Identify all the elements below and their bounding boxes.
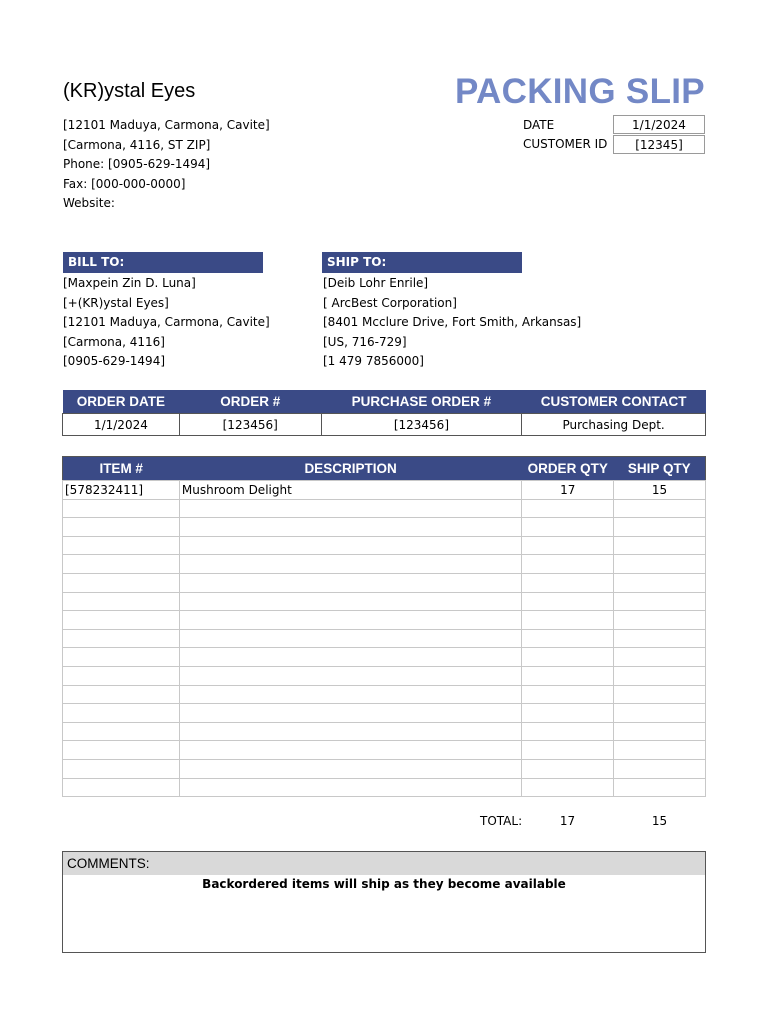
order-qty-cell[interactable] xyxy=(522,499,614,518)
ship-qty-cell[interactable] xyxy=(614,778,706,797)
purchase-order-cell[interactable]: [123456] xyxy=(321,414,522,436)
table-row xyxy=(63,666,706,685)
address-line: [Carmona, 4116, ST ZIP] xyxy=(63,137,211,152)
item-number-cell[interactable] xyxy=(63,611,180,630)
bill-to-line[interactable]: [12101 Maduya, Carmona, Cavite] xyxy=(63,315,270,329)
date-label: DATE xyxy=(523,118,555,132)
customer-contact-header: CUSTOMER CONTACT xyxy=(522,390,706,414)
purchase-order-header: PURCHASE ORDER # xyxy=(321,390,522,414)
description-cell[interactable] xyxy=(179,573,521,592)
comments-header: COMMENTS: xyxy=(63,852,705,875)
total-ship-qty: 15 xyxy=(651,814,668,828)
ship-to-line[interactable]: [ ArcBest Corporation] xyxy=(323,295,457,310)
item-number-cell[interactable] xyxy=(63,573,180,592)
comments-text[interactable]: Backordered items will ship as they become available xyxy=(202,877,566,891)
order-qty-cell[interactable] xyxy=(522,741,614,760)
ship-qty-cell[interactable] xyxy=(614,555,706,574)
table-row xyxy=(63,722,706,741)
bill-to-line[interactable]: [+(KR)ystal Eyes] xyxy=(63,295,169,310)
item-number-cell[interactable] xyxy=(63,685,180,704)
ship-qty-cell[interactable] xyxy=(614,722,706,741)
table-row xyxy=(63,573,706,592)
ship-qty-header: SHIP QTY xyxy=(614,457,706,481)
order-number-cell[interactable]: [123456] xyxy=(179,414,321,436)
ship-to-line[interactable]: [8401 Mcclure Drive, Fort Smith, Arkansas] xyxy=(323,315,582,329)
order-info-row xyxy=(63,414,706,436)
item-number-cell[interactable] xyxy=(63,518,180,537)
order-qty-cell[interactable] xyxy=(522,759,614,778)
description-cell[interactable] xyxy=(179,611,521,630)
ship-qty-cell[interactable] xyxy=(614,629,706,648)
item-number-cell[interactable] xyxy=(63,648,180,667)
bill-to-header: BILL TO: xyxy=(63,252,263,273)
item-number-cell[interactable] xyxy=(63,741,180,760)
table-row xyxy=(63,611,706,630)
order-qty-cell[interactable] xyxy=(522,518,614,537)
description-cell[interactable] xyxy=(179,629,521,648)
ship-qty-cell[interactable] xyxy=(614,741,706,760)
company-address xyxy=(63,116,270,214)
ship-qty-cell[interactable] xyxy=(614,704,706,723)
table-row xyxy=(63,499,706,518)
customer-id-label: CUSTOMER ID xyxy=(523,137,608,151)
description-cell[interactable] xyxy=(179,666,521,685)
ship-to-block xyxy=(323,274,581,372)
order-qty-cell[interactable] xyxy=(522,648,614,667)
order-qty-cell[interactable] xyxy=(522,592,614,611)
order-qty-cell[interactable] xyxy=(522,573,614,592)
ship-qty-cell[interactable]: 15 xyxy=(614,481,706,500)
description-cell[interactable] xyxy=(179,759,521,778)
table-row xyxy=(63,518,706,537)
order-date-header: ORDER DATE xyxy=(63,390,180,414)
ship-qty-cell[interactable] xyxy=(614,573,706,592)
total-order-qty: 17 xyxy=(559,814,576,828)
order-qty-cell[interactable] xyxy=(522,666,614,685)
order-info-header-row xyxy=(63,390,706,414)
order-qty-header: ORDER QTY xyxy=(522,457,614,481)
table-row xyxy=(63,741,706,760)
description-cell[interactable] xyxy=(179,685,521,704)
description-cell[interactable] xyxy=(179,704,521,723)
bill-to-block xyxy=(63,274,270,372)
item-number-cell[interactable] xyxy=(63,778,180,797)
ship-qty-cell[interactable] xyxy=(614,611,706,630)
table-row xyxy=(63,555,706,574)
ship-to-header: SHIP TO: xyxy=(322,252,522,273)
item-number-cell[interactable] xyxy=(63,759,180,778)
items-table xyxy=(62,456,706,797)
website-line: Website: xyxy=(63,196,115,210)
order-qty-cell[interactable] xyxy=(522,778,614,797)
ship-qty-cell[interactable] xyxy=(614,666,706,685)
description-cell[interactable] xyxy=(179,592,521,611)
table-row xyxy=(63,778,706,797)
company-name: (KR)ystal Eyes xyxy=(63,80,196,102)
table-row xyxy=(63,629,706,648)
description-cell[interactable] xyxy=(179,536,521,555)
address-line: [12101 Maduya, Carmona, Cavite] xyxy=(63,118,270,132)
order-info-table xyxy=(62,390,706,436)
item-number-cell[interactable] xyxy=(63,629,180,648)
bill-to-line[interactable]: [Maxpein Zin D. Luna] xyxy=(63,276,196,290)
description-cell[interactable] xyxy=(179,722,521,741)
ship-qty-cell[interactable] xyxy=(614,592,706,611)
table-row xyxy=(63,759,706,778)
item-number-cell[interactable] xyxy=(63,704,180,723)
order-qty-cell[interactable] xyxy=(522,722,614,741)
item-number-header: ITEM # xyxy=(63,457,180,481)
description-header: DESCRIPTION xyxy=(179,457,521,481)
document-title: PACKING SLIP xyxy=(455,72,705,111)
ship-qty-cell[interactable] xyxy=(614,518,706,537)
comments-box xyxy=(62,851,706,953)
ship-qty-cell[interactable] xyxy=(614,759,706,778)
fax-line: Fax: [000-000-0000] xyxy=(63,176,186,191)
table-row xyxy=(63,685,706,704)
order-qty-cell[interactable] xyxy=(522,555,614,574)
ship-qty-cell[interactable] xyxy=(614,536,706,555)
description-cell[interactable] xyxy=(179,518,521,537)
table-row xyxy=(63,481,706,500)
item-number-cell[interactable] xyxy=(63,666,180,685)
order-qty-cell[interactable] xyxy=(522,685,614,704)
order-date-cell[interactable]: 1/1/2024 xyxy=(63,414,180,436)
phone-line: Phone: [0905-629-1494] xyxy=(63,157,211,171)
customer-id-field[interactable]: [12345] xyxy=(613,135,705,154)
bill-to-line[interactable]: [Carmona, 4116] xyxy=(63,334,165,349)
bill-to-line[interactable]: [0905-629-1494] xyxy=(63,354,166,368)
ship-qty-cell[interactable] xyxy=(614,685,706,704)
description-cell[interactable] xyxy=(179,499,521,518)
order-qty-cell[interactable]: 17 xyxy=(522,481,614,500)
date-field[interactable]: 1/1/2024 xyxy=(613,115,705,134)
customer-contact-cell[interactable]: Purchasing Dept. xyxy=(522,414,706,436)
ship-qty-cell[interactable] xyxy=(614,648,706,667)
description-cell[interactable] xyxy=(179,778,521,797)
item-number-cell[interactable] xyxy=(63,555,180,574)
description-cell[interactable] xyxy=(179,741,521,760)
table-row xyxy=(63,536,706,555)
order-qty-cell[interactable] xyxy=(522,536,614,555)
item-number-cell[interactable]: [578232411] xyxy=(63,481,180,500)
order-qty-cell[interactable] xyxy=(522,629,614,648)
table-row xyxy=(63,704,706,723)
ship-to-line[interactable]: [Deib Lohr Enrile] xyxy=(323,276,429,290)
ship-to-line[interactable]: [US, 716-729] xyxy=(323,334,407,349)
table-row xyxy=(63,648,706,667)
items-header-row xyxy=(63,457,706,481)
total-label: TOTAL: xyxy=(480,814,523,828)
ship-qty-cell[interactable] xyxy=(614,499,706,518)
description-cell[interactable]: Mushroom Delight xyxy=(179,481,521,500)
ship-to-line[interactable]: [1 479 7856000] xyxy=(323,354,424,368)
item-number-cell[interactable] xyxy=(63,722,180,741)
order-qty-cell[interactable] xyxy=(522,704,614,723)
table-row xyxy=(63,592,706,611)
item-number-cell[interactable] xyxy=(63,499,180,518)
order-qty-cell[interactable] xyxy=(522,611,614,630)
item-number-cell[interactable] xyxy=(63,592,180,611)
order-number-header: ORDER # xyxy=(179,390,321,414)
description-cell[interactable] xyxy=(179,648,521,667)
item-number-cell[interactable] xyxy=(63,536,180,555)
description-cell[interactable] xyxy=(179,555,521,574)
